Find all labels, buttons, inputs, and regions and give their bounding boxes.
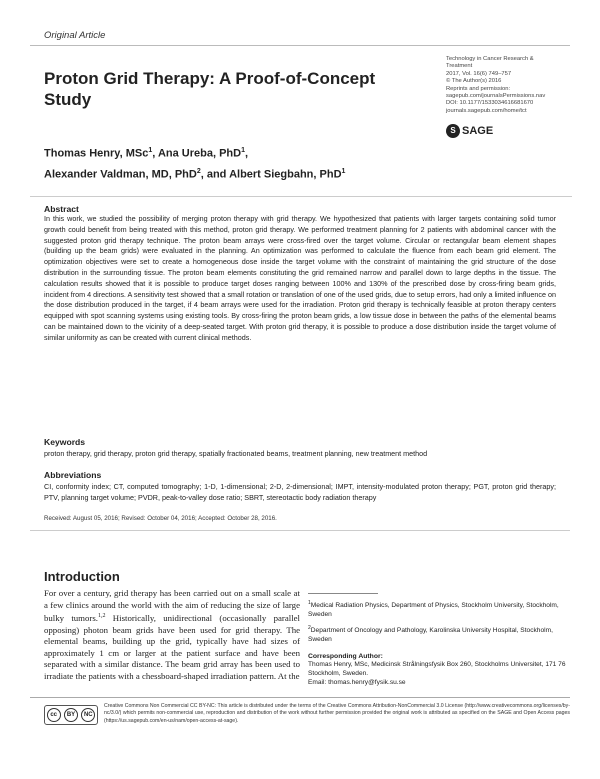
affiliation-divider <box>308 593 378 594</box>
corresponding-address: Thomas Henry, MSc, Medicinsk Strålningsfysik Box 260, Stockholms Universitet, 171 76 Stockholm, Sweden. <box>308 661 566 677</box>
author-separator: , <box>245 147 249 160</box>
keywords-heading: Keywords <box>44 437 86 447</box>
affiliation-item <box>308 599 568 619</box>
corresponding-heading: Corresponding Author: <box>308 652 383 660</box>
cc-license-badge <box>44 705 98 725</box>
abbreviations-heading: Abbreviations <box>44 470 102 480</box>
introduction-heading: Introduction <box>44 569 120 584</box>
journal-line: Technology in Cancer Research & <box>446 56 534 62</box>
journal-line: Reprints and permission: <box>446 85 511 92</box>
keywords-text: proton therapy, grid therapy, proton grid therapy, spatially fractionated beams, treatment planning, new treatment method <box>44 449 428 458</box>
journal-line: 2017, Vol. 16(6) 749–757 <box>446 70 512 77</box>
sage-logo-icon: S <box>446 124 460 138</box>
journal-info <box>446 56 576 115</box>
by-icon: BY <box>64 708 78 722</box>
corresponding-email[interactable]: Email: thomas.henry@fysik.su.se <box>308 678 406 686</box>
affiliation-number: 2 <box>308 625 311 632</box>
publisher-name: SAGE <box>462 125 494 137</box>
author-separator: , <box>152 147 158 160</box>
author-list <box>44 142 464 183</box>
nc-icon: NC <box>81 708 95 722</box>
front-matter-divider <box>30 530 570 531</box>
header-divider <box>30 45 570 46</box>
author-affiliation: 2 <box>196 167 201 175</box>
affiliation-item <box>308 624 568 644</box>
article-type: Original Article <box>44 30 106 41</box>
journal-line: Treatment <box>446 63 473 70</box>
abstract-heading: Abstract <box>44 204 79 214</box>
affiliation-text: Department of Oncology and Pathology, Karolinska University Hospital, Stockholm, Sweden <box>308 627 553 644</box>
abstract-text: In this work, we studied the possibility of merging proton therapy with grid therapy. We hypothesized that patients with larger targets containing solid tumor growth could benefit from being treated with this method, proton grid therapy. We performed treatment planning for 2 patients with abdominal cancer with the suggested proton grid therapy technique. The proton beam arrays were cross-fired over the target volume. Circular or rectangular beam element shapes (building up the beam grids) were evaluated in the planning. An optimization was performed to calculate the fluence from each beam grid element. The optimization objectives were set to create a homogeneous dose inside the target volume with the constraint of maintaining the grid structure of the dose distribution in the surrounding tissue. The proton beam elements constituting the grid remained narrow and parallel down to large depths in the tissue. The calculation results showed that it is possible to produce target doses ranging between 100% and 130% of the prescribed dose by cross-firing beam grids, incident from 4 directions. A sensitivity test showed that a small rotation or translation of one of the used grids, due to setup errors, had only a limited influence on the dose distribution produced in the target, if 4 beam arrays were used for the irradiation. Proton grid therapy is technically feasible at proton therapy centers equipped with spot scanning systems using existing tools. By cross-firing the proton beam grids, a low tissue dose in between the paths of the elemental beams can be maintained down to the vicinity of a deep-seated target. With proton grid therapy, it is possible to produce a dose distribution inside the target volume of similar uniformity as can be created with current clinical methods. <box>44 214 556 342</box>
license-text: Creative Commons Non Commercial CC BY-NC: This article is distributed under the terms of the Creative Commons Attribution-NonCommercial 3.0 License (http://www.creativecommons.org/licenses/by-nc/3.0/) which permits non-commercial use, reproduction and distribution of the work without further permission provided the original work is attributed as specified on the SAGE and Open Access pages (https://us.sagepub.com/en-us/nam/open-access-at-sage). <box>104 703 570 724</box>
affiliation-text: Medical Radiation Physics, Department of Physics, Stockholm University, Stockholm, Sweden <box>308 602 559 618</box>
received-dates: Received: August 05, 2016; Revised: October 04, 2016; Accepted: October 28, 2016. <box>44 515 277 522</box>
journal-line: DOI: 10.1177/1533034616681670 <box>446 100 534 107</box>
corresponding-author <box>308 653 568 687</box>
cc-icon: cc <box>47 708 61 722</box>
journal-line: © The Author(s) 2016 <box>446 78 502 85</box>
paper-title: Proton Grid Therapy: A Proof-of-Concept Study <box>44 69 376 109</box>
footer-divider <box>30 697 570 698</box>
intro-text-part: Historically, unidirectional (occasionally parallel opposing) photon beam grids have been used for grid therapy. The elemental beams, building up the grid, typically have had sizes of approximately 1 cm or larger at the patient surface and have been separated with a similar distance. The beam grid array has been used to irradiate the patients with a chessboard-shaped irradiation pattern. At the <box>44 613 300 682</box>
affiliations <box>308 599 568 692</box>
author-name: Thomas Henry, MSc <box>44 147 149 160</box>
author-separator: , and <box>200 168 230 181</box>
intro-text-part: For over a century, grid therapy has been carried out on a small scale at a few clinics around the world with the aim of reducing the size of large bulky tumors. <box>44 588 300 624</box>
author-affiliation: 1 <box>148 147 153 154</box>
journal-line: journals.sagepub.com/home/tct <box>446 107 527 114</box>
author-name: Ana Ureba, PhD <box>157 147 242 160</box>
publisher-logo <box>446 124 493 138</box>
journal-line: sagepub.com/journalsPermissions.nav <box>446 93 546 100</box>
affiliation-number: 1 <box>308 600 311 606</box>
introduction-text <box>44 588 300 683</box>
author-affiliation: 1 <box>341 167 346 175</box>
author-affiliation: 1 <box>241 147 245 154</box>
citation-ref: 1,2 <box>97 613 106 620</box>
author-name: Alexander Valdman, MD, PhD <box>44 168 197 181</box>
author-name: Albert Siegbahn, PhD <box>229 168 342 181</box>
abbreviations-text: CI, conformity index; CT, computed tomography; 1-D, 1-dimensional; 2-D, 2-dimensional; IMPT, intensity-modulated proton therapy; PGT, proton grid therapy; PTV, planning target volume; PVDR, peak-to-valley dose ratio; SBRT, stereotactic body radiation therapy <box>44 482 556 502</box>
